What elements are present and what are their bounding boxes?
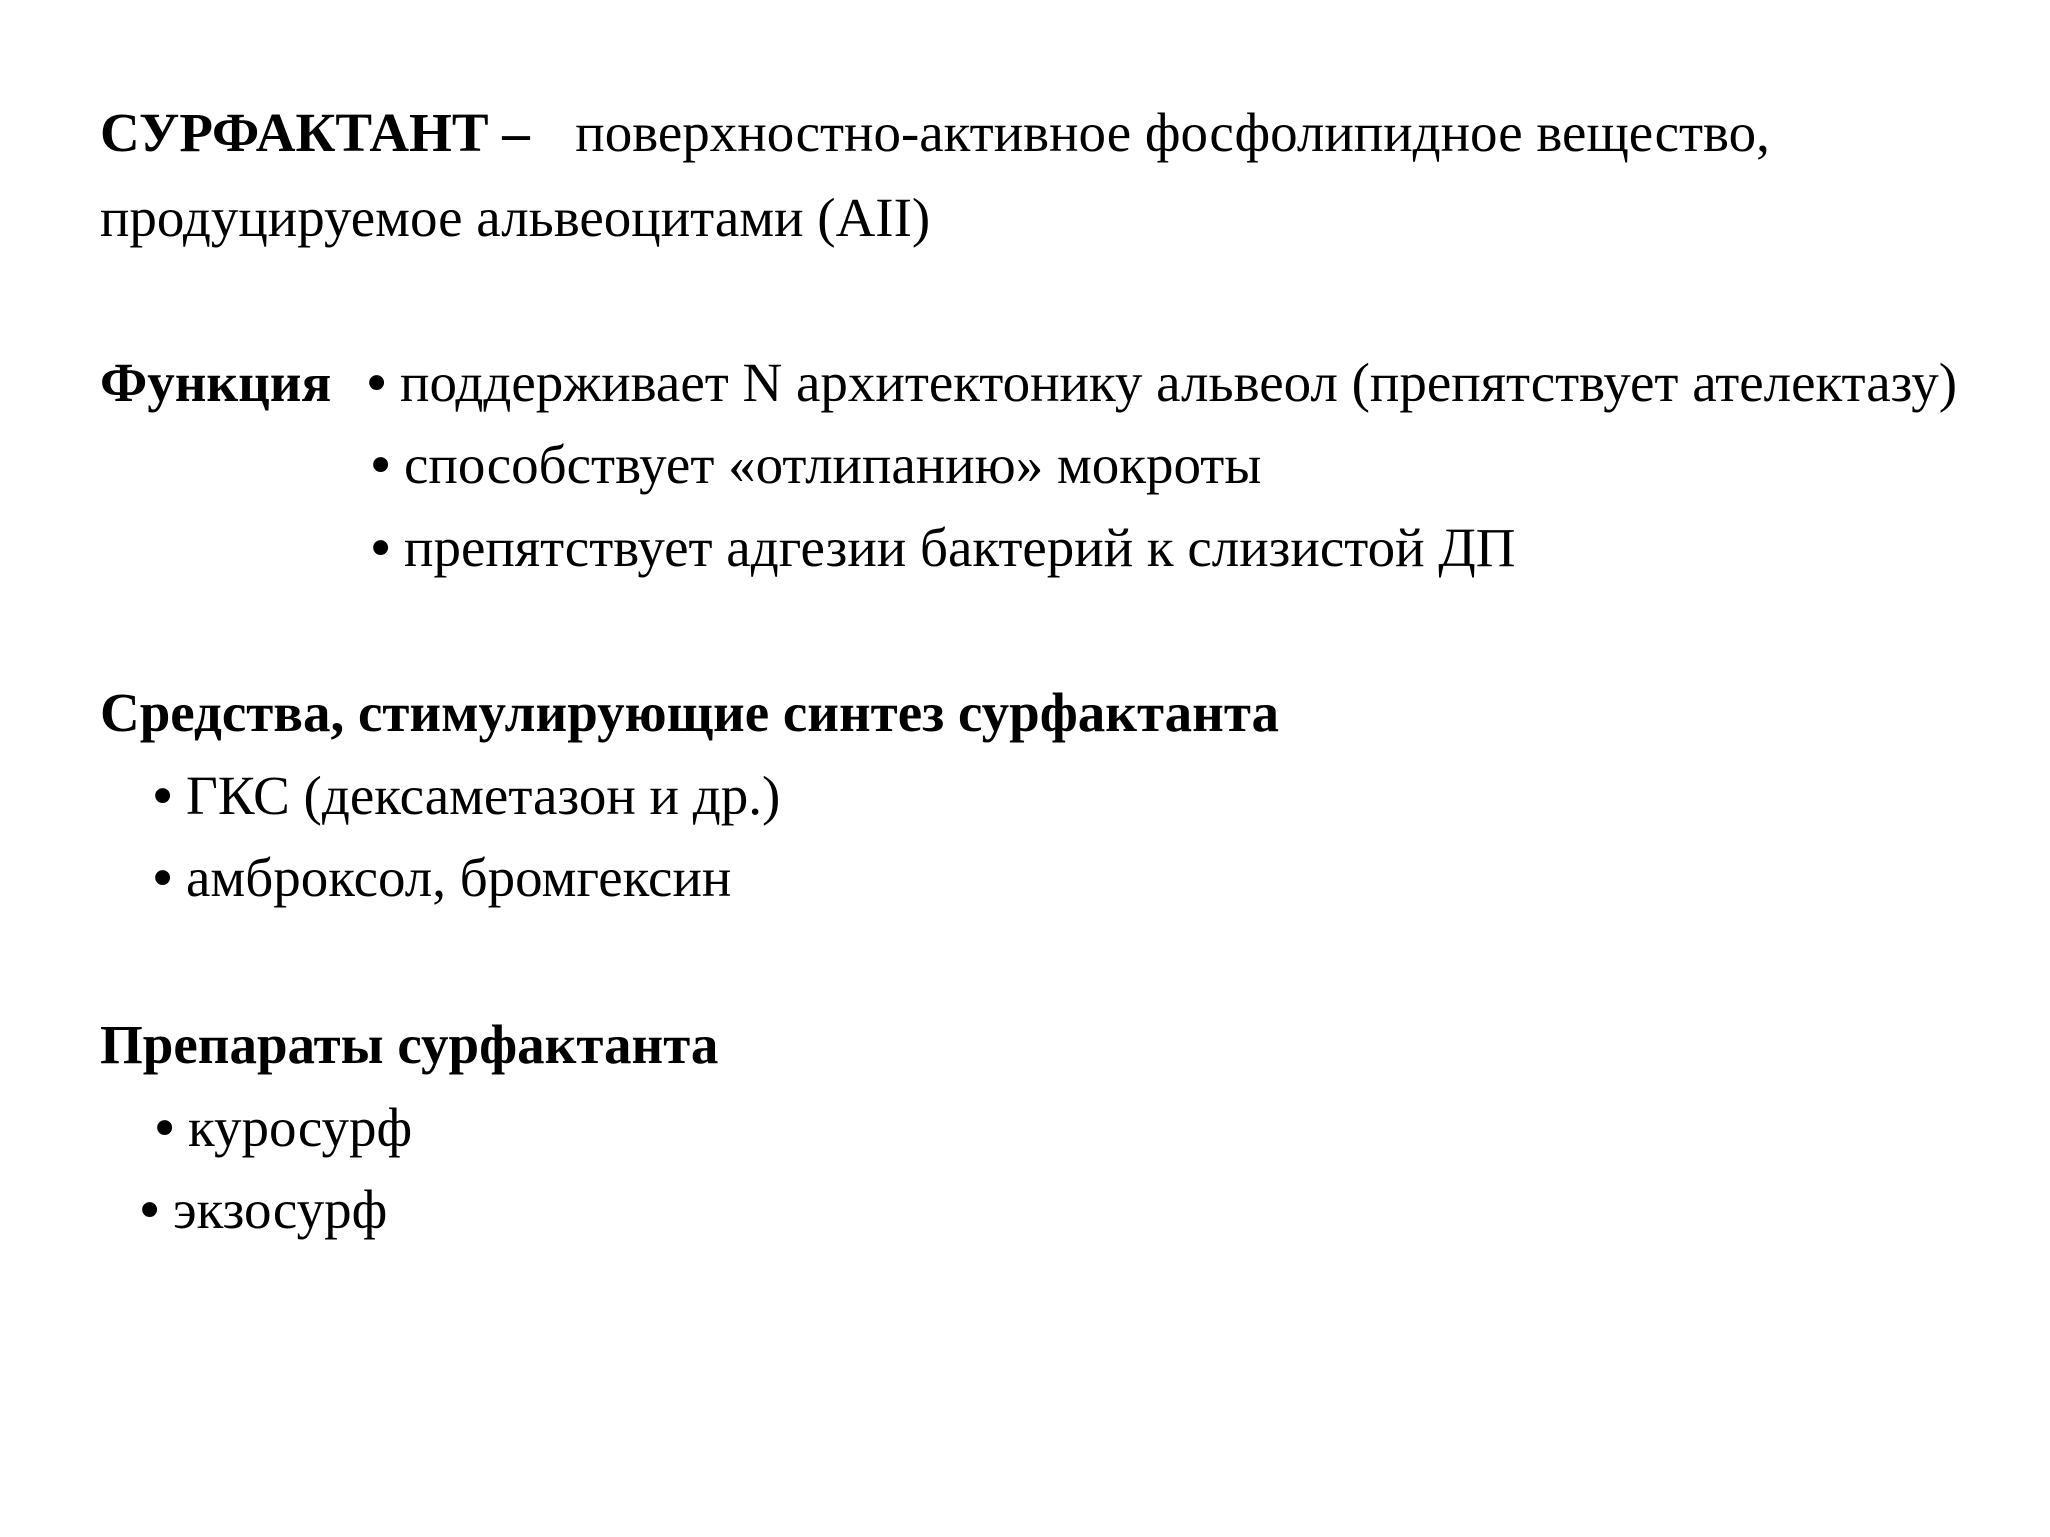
function-item-1 — [367, 352, 1958, 413]
definition-text-line-1: поверхностно-активное фосфолипидное вещество, — [575, 102, 1770, 163]
bullet: • — [371, 517, 391, 578]
stimulants-item-1 — [153, 765, 781, 826]
definition-line-2 — [100, 187, 931, 248]
stimulants-heading: Средства, стимулирующие синтез сурфактанта — [100, 682, 1280, 743]
stimulants-item-2 — [153, 847, 732, 908]
function-item-text: препятствует адгезии бактерий к слизистой ДП — [404, 517, 1516, 578]
preparations-item-1 — [155, 1097, 413, 1158]
stimulants-item-text: ГКС (дексаметазон и др.) — [186, 765, 781, 826]
preparations-item-text: куросурф — [188, 1097, 413, 1158]
bullet: • — [153, 765, 173, 826]
function-item-text: поддерживает N архитектонику альвеол (препятствует ателектазу) — [400, 352, 1958, 413]
function-item-3 — [371, 517, 1516, 578]
stimulants-item-text: амброксол, бромгексин — [186, 847, 732, 908]
preparations-item-text: экзосурф — [173, 1179, 388, 1240]
bullet: • — [371, 434, 391, 495]
function-item-text: способствует «отлипанию» мокроты — [404, 434, 1262, 495]
preparations-item-2 — [140, 1179, 388, 1240]
definition-text-line-2: продуцируемое альвеоцитами (АII) — [100, 187, 931, 248]
preparations-heading: Препараты сурфактанта — [100, 1014, 719, 1075]
function-label: Функция — [100, 352, 332, 413]
bullet: • — [153, 847, 173, 908]
bullet: • — [155, 1097, 175, 1158]
bullet: • — [367, 352, 387, 413]
definition-line-1 — [100, 102, 1770, 163]
bullet: • — [140, 1179, 160, 1240]
function-item-2 — [371, 434, 1262, 495]
definition-term: СУРФАКТАНТ – — [100, 102, 530, 163]
